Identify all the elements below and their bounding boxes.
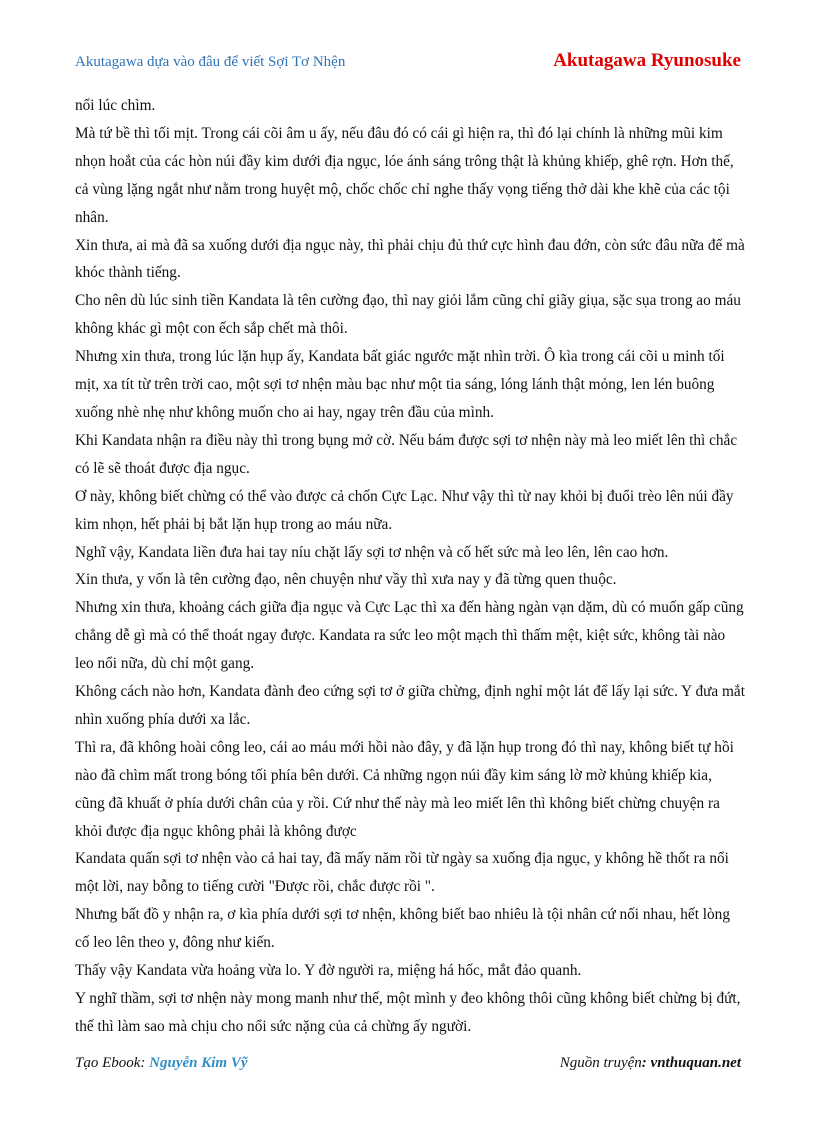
paragraph: Xin thưa, ai mà đã sa xuống dưới địa ngục này, thì phải chịu đủ thứ cực hình đau đớn, còn sức đâu nữa để mà khóc thành tiếng. xyxy=(75,236,745,282)
paragraph: Y nghĩ thầm, sợi tơ nhện này mong manh như thế, một mình y đeo không thôi cũng không biết chừng bị đứt, thế thì làm sao mà chịu cho nổi sức nặng của cả chừng ấy người. xyxy=(75,990,741,1035)
ebook-label: Tạo Ebook xyxy=(75,1055,141,1071)
paragraph: nổi lúc chìm. xyxy=(75,97,156,114)
source-separator: : xyxy=(641,1055,651,1071)
header-author: Akutagawa Ryunosuke xyxy=(553,50,741,71)
paragraph: Xin thưa, y vốn là tên cường đạo, nên chuyện như vầy thì xưa nay y đã từng quen thuộc. xyxy=(75,571,617,589)
paragraph: Nhưng xin thưa, trong lúc lặn hụp ấy, Kandata bất giác ngước mặt nhìn trời. Ô kìa trong cái cõi u minh tối mịt, xa tít từ trên trời cao, một sợi tơ nhện màu bạc như một tia sáng, lóng lánh thật mỏng, len lén buông xuống nhè nhẹ như không muốn cho ai hay, ngay trên đầu của mình. xyxy=(75,348,725,421)
source-label: Nguồn truyện xyxy=(559,1055,642,1071)
source-site: vnthuquan.net xyxy=(650,1055,741,1071)
page-header xyxy=(75,50,741,76)
paragraph: Nghĩ vậy, Kandata liền đưa hai tay níu chặt lấy sợi tơ nhện và cố hết sức mà leo lên, lên cao hơn. xyxy=(75,543,669,561)
paragraph: Ơ này, không biết chừng có thể vào được cả chốn Cực Lạc. Như vậy thì từ nay khỏi bị đuổi trèo lên núi đầy kim nhọn, hết phải bị bắt lặn hụp trong ao máu nữa. xyxy=(75,487,734,533)
paragraph: Kandata quấn sợi tơ nhện vào cả hai tay, đã mấy năm rồi từ ngày sa xuống địa ngục, y không hề thốt ra nổi một lời, nay bỗng to tiếng cười "Được rồi, chắc được rồi ". xyxy=(75,850,729,896)
page-footer xyxy=(75,1055,741,1077)
paragraph: Thì ra, đã không hoài công leo, cái ao máu mới hồi nào đây, y đã lặn hụp trong đó thì nay, không biết tự hồi nào đã chìm mất trong bóng tối phía bên dưới. Cả những ngọn núi đầy kim sáng lờ mờ khủng khiếp kia, cũng đã khuất ở phía dưới chân của y rồi. Cứ như thế này mà leo miết lên thì không biết chừng chuyện ra khỏi được địa ngục không phải là không được xyxy=(75,738,734,840)
header-title: Akutagawa dựa vào đâu để viết Sợi Tơ Nhện xyxy=(75,54,346,70)
body-text xyxy=(75,92,745,1041)
ebook-creator: Nguyễn Kim Vỹ xyxy=(149,1055,248,1071)
ebook-credit xyxy=(75,1055,248,1072)
paragraph: Nhưng xin thưa, khoảng cách giữa địa ngục và Cực Lạc thì xa đến hàng ngàn vạn dặm, dù có muốn gấp cũng chẳng dễ gì mà có thể thoát ngay được. Kandata ra sức leo một mạch thì thấm mệt, kiệt sức, không tài nào leo nổi nữa, dù chỉ một gang. xyxy=(75,599,744,673)
paragraph: Cho nên dù lúc sinh tiền Kandata là tên cường đạo, thì nay giỏi lắm cũng chỉ giãy giụa, sặc sụa trong ao máu không khác gì một con ếch sắp chết mà thôi. xyxy=(75,292,741,338)
paragraph: Không cách nào hơn, Kandata đành đeo cứng sợi tơ ở giữa chừng, định nghỉ một lát để lấy lại sức. Y đưa mắt nhìn xuống phía dưới xa lắc. xyxy=(75,683,745,728)
paragraph: Mà tứ bề thì tối mịt. Trong cái cõi âm u ấy, nếu đâu đó có cái gì hiện ra, thì đó lại chính là những mũi kim nhọn hoắt của các hòn núi đầy kim dưới địa ngục, lóe ánh sáng trông thật là khủng khiếp, ghê rợn. Hơn thế, cả vùng lặng ngắt như nằm trong huyệt mộ, chốc chốc chỉ nghe thấy vọng tiếng thở dài khe khẽ của các tội nhân. xyxy=(75,124,734,226)
paragraph: Thấy vậy Kandata vừa hoảng vừa lo. Y đờ người ra, miệng há hốc, mắt đảo quanh. xyxy=(75,962,582,980)
paragraph: Nhưng bất đồ y nhận ra, ơ kìa phía dưới sợi tơ nhện, không biết bao nhiêu là tội nhân cứ nối nhau, hết lòng cố leo lên theo y, đông như kiến. xyxy=(75,906,730,952)
ebook-separator: : xyxy=(140,1055,150,1071)
source-credit xyxy=(560,1055,741,1072)
paragraph: Khi Kandata nhận ra điều này thì trong bụng mở cờ. Nếu bám được sợi tơ nhện này mà leo miết lên thì chắc có lẽ sẽ thoát được địa ngục. xyxy=(75,431,738,477)
